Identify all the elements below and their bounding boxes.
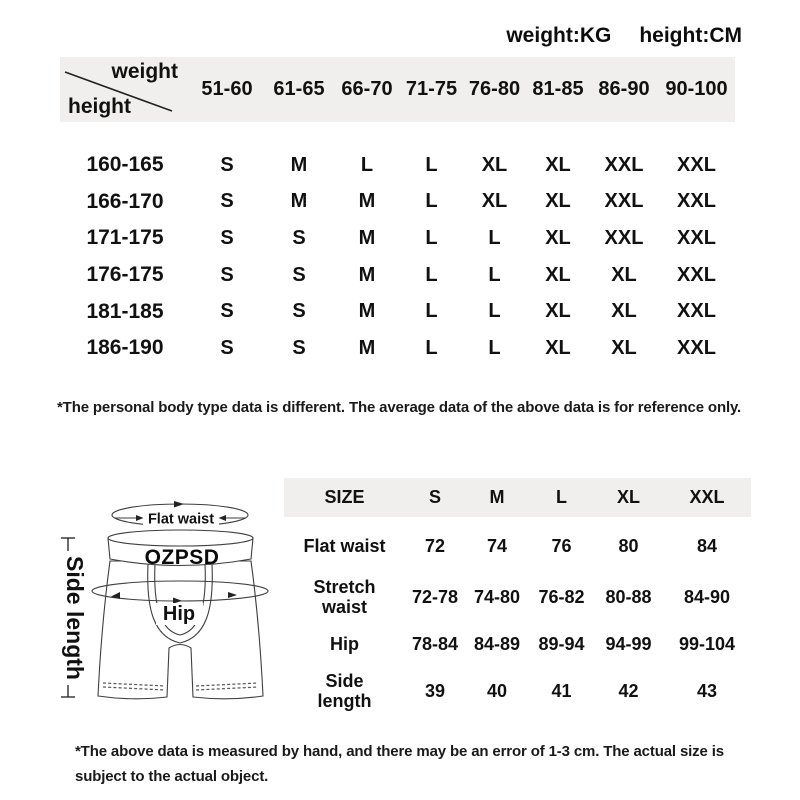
size-cell: M [358,300,376,323]
size-cell: L [425,300,438,323]
size-cell: L [425,153,438,176]
weight-col-header: 90-100 [665,78,728,100]
measure-cell: 76 [551,535,572,556]
measure-cell: 41 [551,680,572,701]
height-row-label: 176-175 [86,263,164,287]
measure-units [506,24,742,48]
size-cell: XXL [604,153,644,176]
size-cell: S [292,300,306,323]
measure-cell: 84-90 [683,586,731,607]
weight-height-corner-cell [60,57,190,122]
size-cell: XL [545,226,571,249]
size-col-header: L [556,487,567,507]
measure-row-label-text: Stretch waist [313,577,376,617]
size-cell: XL [611,336,637,359]
height-row-label: 166-170 [86,189,164,213]
weight-col-header: 81-85 [532,78,584,100]
size-cell: S [292,263,306,286]
size-cell: XL [545,190,571,213]
size-cell: S [220,336,234,359]
measurement-error-note: *The above data is measured by hand, and there may be an error of 1-3 cm. The actual size is subject to the actual object. [75,743,724,785]
size-cell: XL [481,153,508,176]
measure-cell: 84-89 [473,633,521,654]
size-cell: XL [545,263,571,286]
height-row-label: 171-175 [86,226,164,250]
measure-row-label [284,573,405,621]
size-col-header: S [428,487,441,507]
size-col-header: XXL [689,487,725,507]
corner-weight-label: weight [111,60,178,83]
size-cell: M [290,190,308,213]
size-cell: XXL [677,336,716,359]
size-cell: XXL [677,300,716,323]
measure-row-label [284,667,405,715]
size-cell: XXL [677,226,716,249]
size-cell: XL [611,300,637,323]
measure-row-label [284,519,405,573]
measure-cell: 40 [486,680,508,701]
weight-col-header: 51-60 [201,78,253,100]
measure-cell: 72-78 [411,586,459,607]
size-cell: M [358,336,376,359]
weight-col-header: 71-75 [405,78,458,100]
size-col-header: XL [616,487,640,507]
size-col-header: M [489,487,505,507]
size-cell: M [290,153,308,176]
height-weight-table-header [60,57,735,122]
size-cell: XXL [604,190,644,213]
measure-cell: 99-104 [678,633,736,654]
size-cell: XL [481,190,508,213]
corner-height-label: height [68,95,131,118]
size-cell: XL [545,300,571,323]
brand-logo: OZPSD [144,546,220,569]
size-cell: L [425,226,438,249]
measure-cell: 89-94 [538,633,585,654]
size-cell: S [220,226,234,249]
height-row-label: 181-185 [86,299,164,323]
flat-waist-label: Flat waist [147,511,215,528]
size-cell: M [358,190,376,213]
measure-cell: 42 [618,680,639,701]
size-cell: L [425,190,438,213]
size-cell: S [220,263,234,286]
size-cell: XXL [604,226,644,249]
size-cell: XXL [677,190,716,213]
size-cell: S [220,190,234,213]
size-cell: XL [545,336,571,359]
size-cell: XXL [677,263,716,286]
measure-row-label-text: Hip [330,634,359,654]
weight-unit-label: weight:KG [506,24,612,47]
size-cell: M [358,226,376,249]
size-cell: L [425,336,438,359]
weight-col-header: 86-90 [598,78,650,100]
size-cell: XXL [677,153,716,176]
height-weight-table-body [60,147,735,367]
measure-row-label-text: Side length [317,671,372,711]
weight-col-header: 76-80 [468,78,521,100]
size-cell: S [220,300,234,323]
size-cell: L [488,263,501,286]
measure-cell: 80-88 [605,586,652,607]
measure-cell: 78-84 [411,633,459,654]
boxers-illustration [40,485,300,720]
side-length-label: Side length [62,556,88,680]
weight-col-header: 66-70 [341,78,393,100]
size-cell: M [358,263,376,286]
size-cell: XL [545,153,571,176]
measurements-table-body [284,519,751,715]
measure-cell: 43 [696,680,718,701]
measure-cell: 72 [424,535,446,556]
measure-cell: 84 [696,535,718,556]
size-cell: L [360,153,374,176]
size-cell: S [292,226,306,249]
size-cell: XL [611,263,637,286]
height-unit-label: height:CM [639,24,742,47]
height-row-label: 160-165 [86,153,164,177]
size-cell: L [488,336,501,359]
measure-cell: 80 [618,535,639,556]
size-cell: L [425,263,438,286]
measure-row-label-text: Flat waist [303,536,386,556]
measure-cell: 39 [424,680,446,701]
size-col-header: SIZE [324,487,365,507]
size-cell: L [488,226,501,249]
flat-waist-measure-ellipse [112,501,248,528]
measure-cell: 94-99 [605,633,652,654]
weight-col-header: 61-65 [273,78,325,100]
measurements-table-header [284,478,751,517]
measure-cell: 76-82 [538,586,585,607]
size-cell: S [220,153,234,176]
hip-label: Hip [162,603,196,625]
size-cell: S [292,336,306,359]
size-cell: L [488,300,501,323]
measure-cell: 74 [486,535,508,556]
measure-row-label [284,621,405,667]
reference-note: *The personal body type data is different. The average data of the above data is for reference only. [57,399,742,416]
height-row-label: 186-190 [86,336,164,360]
measure-cell: 74-80 [473,586,521,607]
